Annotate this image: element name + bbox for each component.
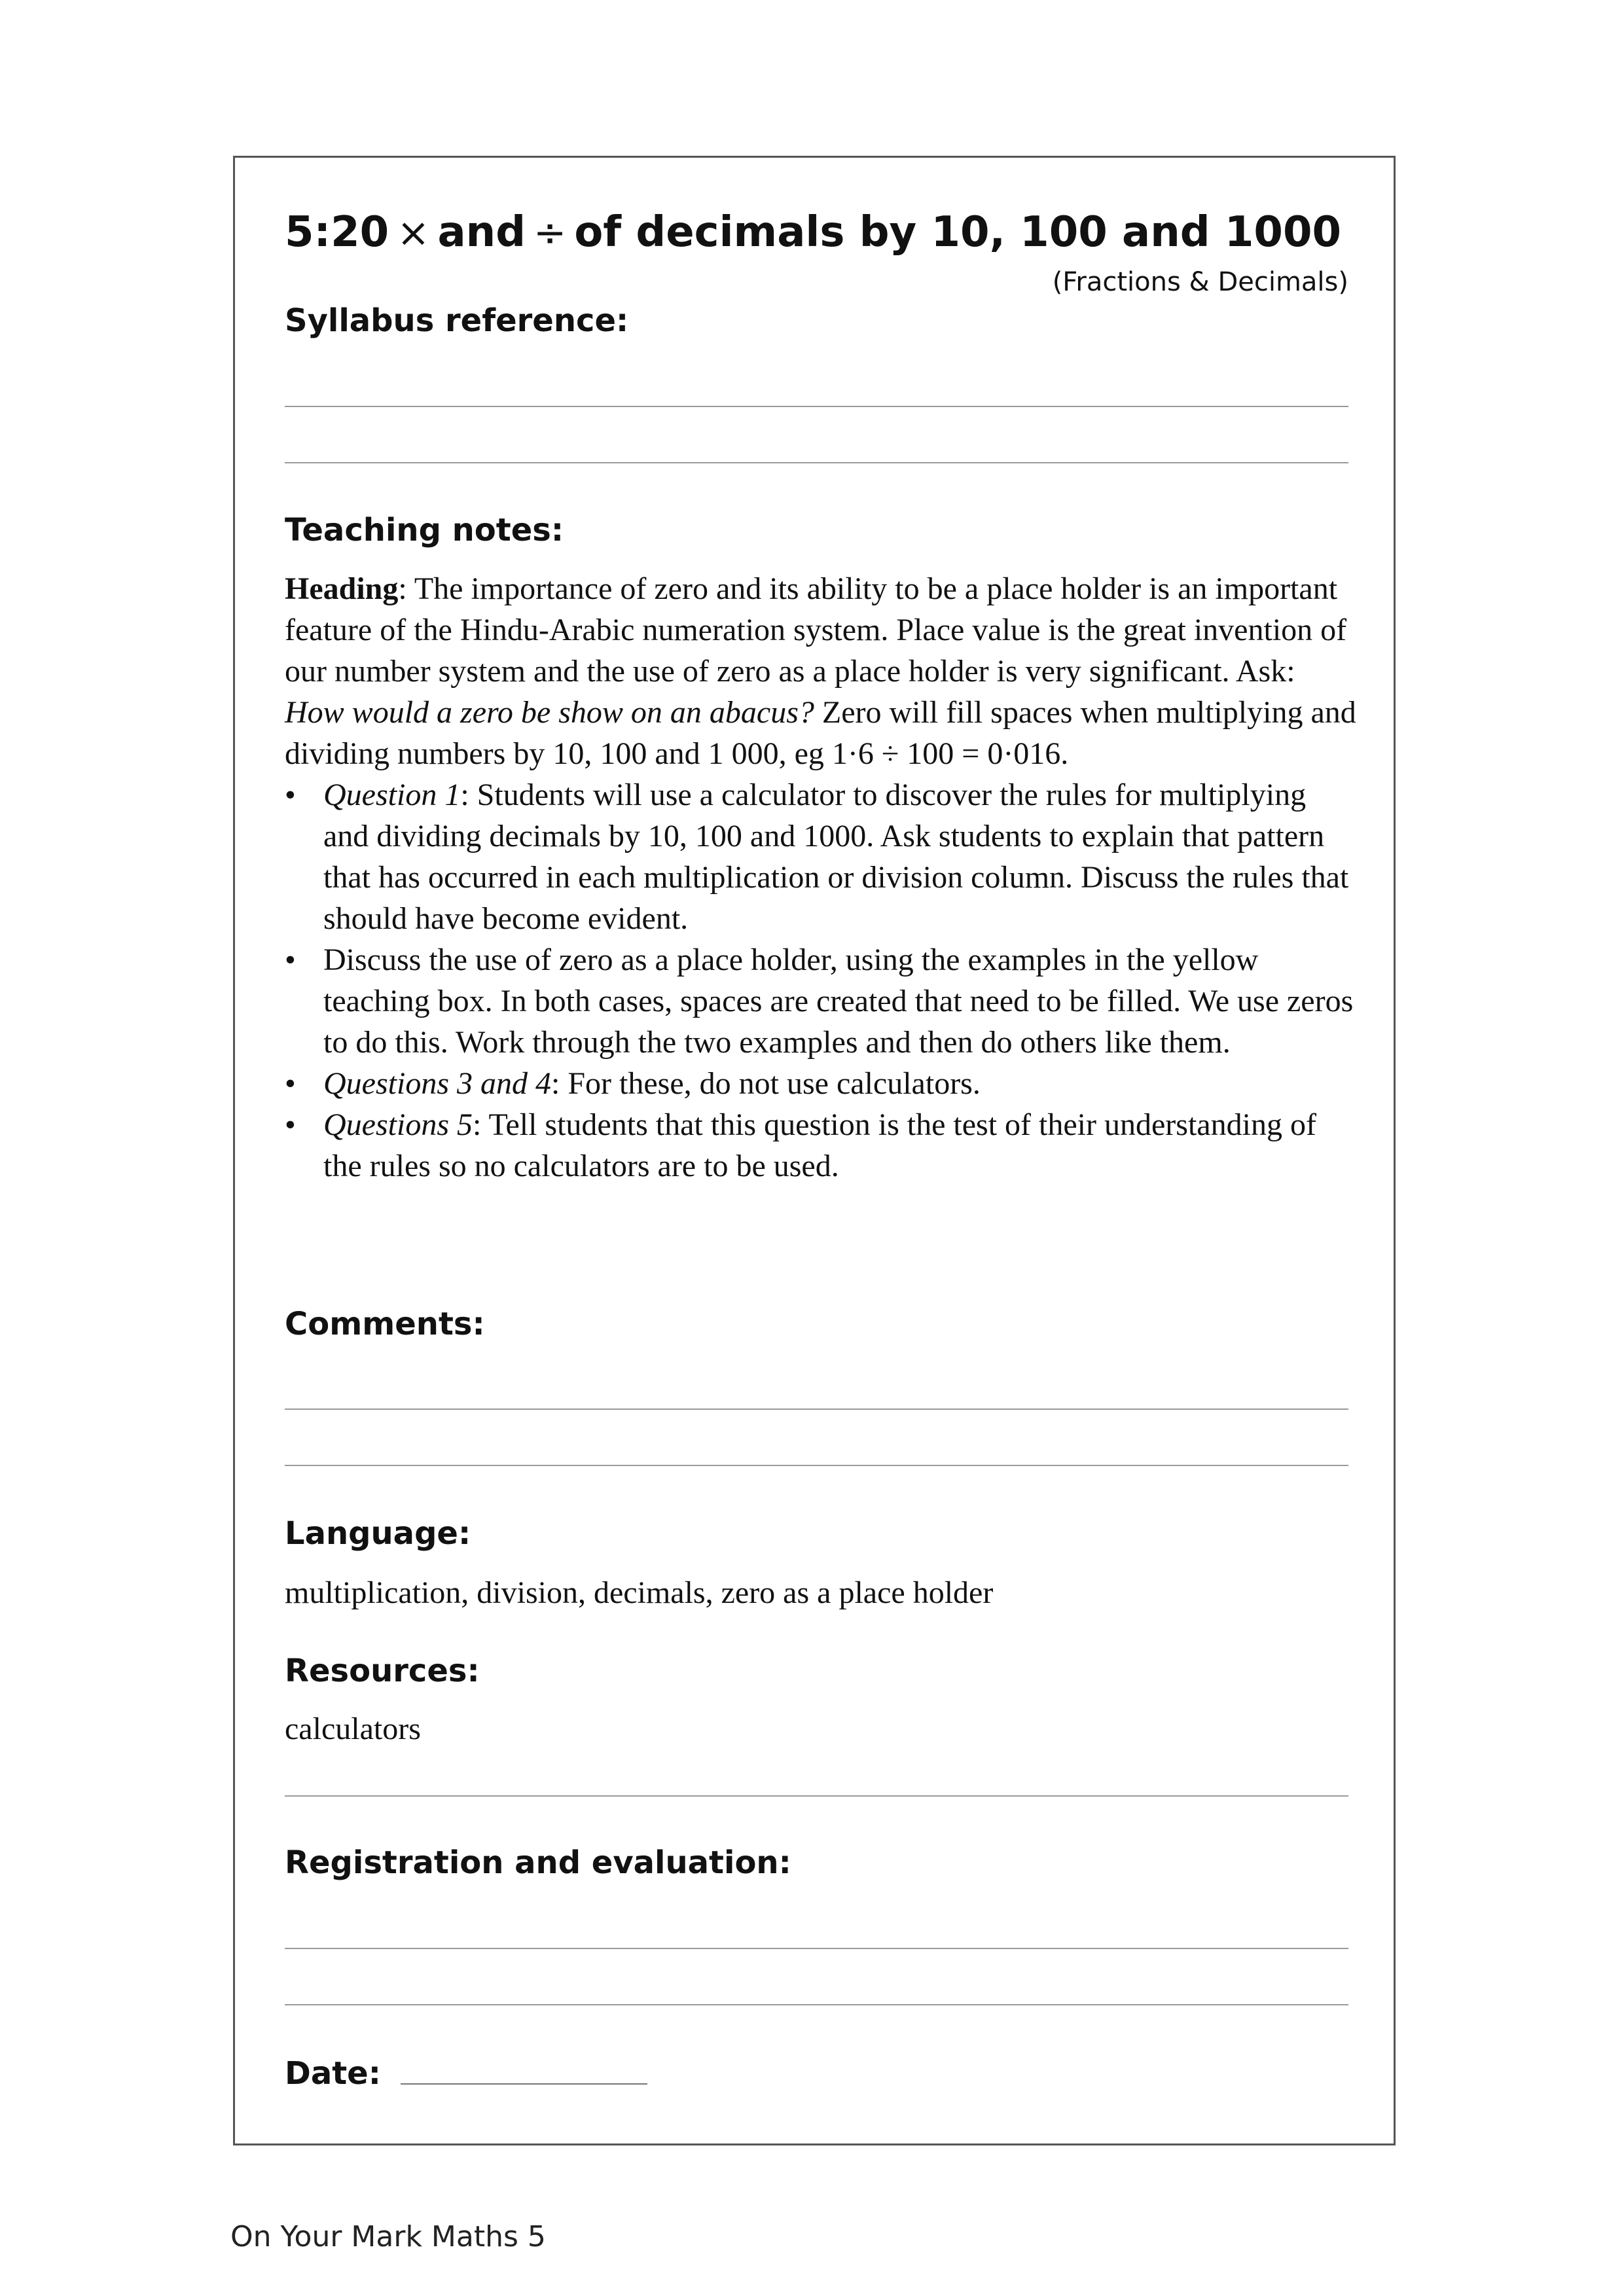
bullet-text: : Tell students that this question is the test of their understanding of the rules so no calculators are to be used. (323, 1107, 1316, 1183)
list-item (285, 1104, 1358, 1187)
bullet-text: Discuss the use of zero as a place holder, using the examples in the yellow teaching box. In both cases, spaces are created that need to be filled. We use zeros to do this. Work through the two examples and then do others like them. (323, 942, 1354, 1060)
title-and: and (437, 208, 526, 257)
page-footer: On Your Mark Maths 5 (230, 2220, 546, 2253)
teaching-notes-body (285, 568, 1358, 1187)
teaching-bullets (285, 774, 1358, 1187)
title-rest: of decimals by 10, 100 and 1000 (574, 208, 1341, 257)
teaching-notes-label: Teaching notes: (285, 512, 564, 548)
language-label: Language: (285, 1515, 471, 1552)
date-label: Date: (285, 2055, 381, 2092)
resources-label: Resources: (285, 1653, 480, 1689)
resources-line (285, 1795, 1348, 1797)
heading-paragraph (285, 568, 1358, 774)
registration-label: Registration and evaluation: (285, 1844, 791, 1881)
syllabus-label: Syllabus reference: (285, 302, 629, 339)
language-text: multiplication, division, decimals, zero as a place holder (285, 1575, 994, 1610)
syllabus-line-1 (285, 406, 1348, 407)
list-item (285, 1063, 1358, 1104)
bullet-marker: • (285, 1066, 296, 1101)
list-item (285, 939, 1358, 1063)
heading-italic: How would a zero be show on an abacus? (285, 695, 814, 730)
bullet-marker: • (285, 778, 296, 812)
resources-text: calculators (285, 1712, 421, 1746)
bullet-text: : Students will use a calculator to discover the rules for multiplying and dividing decimals by 10, 100 and 1000. Ask students to explain that pattern that has occurred in each multiplication or division column. Discuss the rules that should have become evident. (323, 778, 1349, 936)
comments-line-2 (285, 1465, 1348, 1466)
bullet-italic: Question 1 (323, 778, 461, 812)
bullet-italic: Questions 3 and 4 (323, 1066, 551, 1101)
comments-line-1 (285, 1408, 1348, 1410)
page-subtitle: (Fractions & Decimals) (1052, 267, 1348, 297)
divide-symbol: ÷ (533, 210, 567, 256)
bullet-text: : For these, do not use calculators. (551, 1066, 981, 1101)
heading-text-1: : The importance of zero and its ability to be a place holder is an important feature of the Hindu-Arabic numeration system. Place value is the great invention of our number system and the use of zero as a place holder is very significant. Ask: (285, 571, 1347, 689)
page-title (285, 208, 1341, 257)
bullet-marker: • (285, 942, 296, 977)
comments-label: Comments: (285, 1306, 485, 1342)
times-symbol: × (397, 210, 430, 256)
syllabus-line-2 (285, 462, 1348, 463)
registration-line-1 (285, 1948, 1348, 1949)
bullet-marker: • (285, 1107, 296, 1142)
heading-text-2: Zero will fill spaces when multiplying and dividing numbers by 10, 100 and 1 000, eg 1·6 ÷ 100 = 0·016. (285, 695, 1356, 771)
list-item (285, 774, 1358, 939)
heading-label: Heading (285, 571, 399, 606)
date-line (401, 2083, 647, 2085)
registration-line-2 (285, 2004, 1348, 2005)
bullet-italic: Questions 5 (323, 1107, 473, 1142)
title-number: 5:20 (285, 208, 389, 257)
